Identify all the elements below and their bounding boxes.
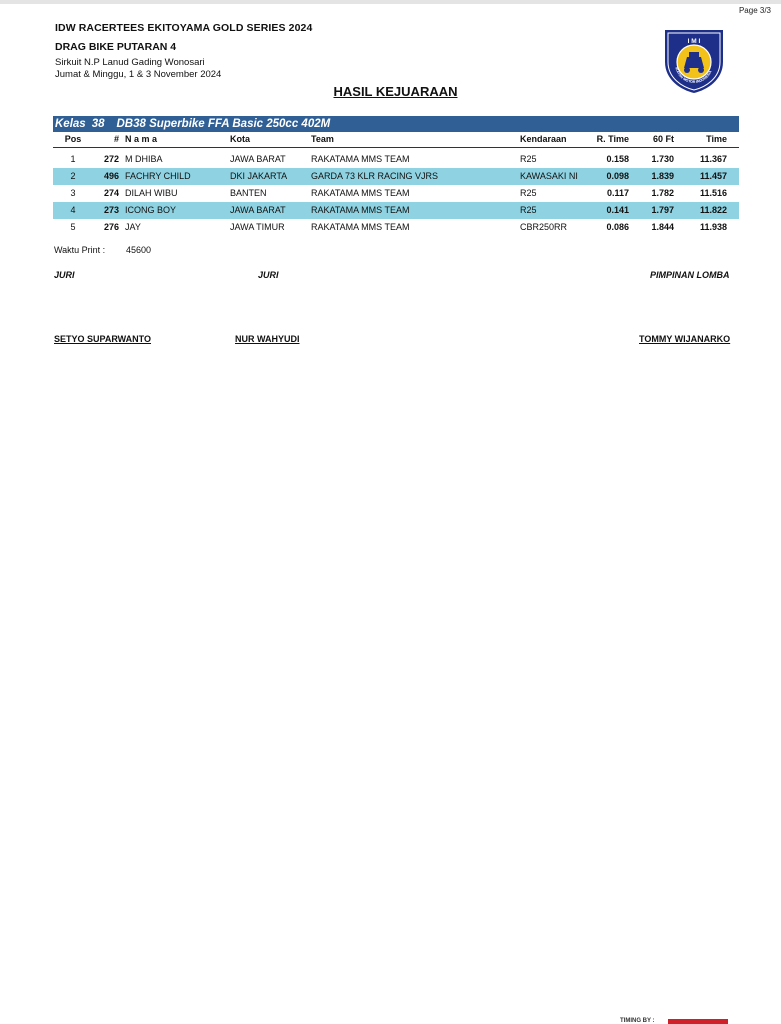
event-header bbox=[55, 22, 455, 81]
cell-kota: JAWA TIMUR bbox=[230, 222, 285, 232]
signature-name-3: TOMMY WIJANARKO bbox=[639, 334, 731, 344]
table-row bbox=[53, 151, 739, 168]
cell-pos: 4 bbox=[70, 205, 76, 215]
table-header bbox=[53, 133, 739, 148]
cell-kendaraan: R25 bbox=[520, 188, 537, 198]
signature-role-juri-2: JURI bbox=[258, 270, 279, 280]
cell-pos: 1 bbox=[70, 154, 76, 164]
cell-name: FACHRY CHILD bbox=[125, 171, 191, 181]
cell-number: 496 bbox=[103, 171, 119, 181]
results-title: HASIL KEJUARAAN bbox=[333, 84, 458, 99]
signature-name-2: NUR WAHYUDI bbox=[235, 334, 300, 344]
class-number: 38 bbox=[91, 118, 105, 130]
logo-initials: I M I bbox=[687, 38, 701, 45]
table-row bbox=[53, 185, 739, 202]
class-label: Kelas bbox=[55, 118, 86, 130]
cell-kendaraan: R25 bbox=[520, 205, 537, 215]
cell-name: M DHIBA bbox=[125, 154, 163, 164]
cell-number: 276 bbox=[103, 222, 119, 232]
cell-60ft: 1.839 bbox=[651, 171, 674, 181]
event-date: Jumat & Minggu, 1 & 3 November 2024 bbox=[55, 69, 222, 80]
header-number: # bbox=[113, 134, 119, 144]
logo-ring-text: IKATAN MOTOR INDONESIA bbox=[674, 66, 713, 85]
table-row bbox=[53, 219, 739, 236]
cell-team: RAKATAMA MMS TEAM bbox=[311, 154, 410, 164]
signature-role-pimpinan: PIMPINAN LOMBA bbox=[650, 270, 730, 280]
header-time: Time bbox=[706, 134, 727, 144]
cell-kota: DKI JAKARTA bbox=[230, 171, 288, 181]
cell-60ft: 1.782 bbox=[651, 188, 674, 198]
top-bar bbox=[0, 0, 781, 4]
cell-kendaraan: KAWASAKI NI bbox=[520, 171, 578, 181]
table-row bbox=[53, 168, 739, 185]
cell-team: RAKATAMA MMS TEAM bbox=[311, 205, 410, 215]
header-team: Team bbox=[311, 134, 334, 144]
cell-pos: 5 bbox=[70, 222, 76, 232]
cell-team: RAKATAMA MMS TEAM bbox=[311, 222, 410, 232]
page-number: Page 3/3 bbox=[738, 6, 771, 15]
cell-time: 11.457 bbox=[699, 171, 727, 181]
cell-time: 11.367 bbox=[699, 154, 727, 164]
event-venue: Sirkuit N.P Lanud Gading Wonosari bbox=[55, 57, 205, 68]
cell-rtime: 0.117 bbox=[606, 188, 629, 198]
cell-team: GARDA 73 KLR RACING VJRS bbox=[311, 171, 439, 181]
timing-label: TIMING BY : bbox=[620, 1018, 655, 1024]
cell-name: DILAH WIBU bbox=[125, 188, 178, 198]
print-time-value: 45600 bbox=[126, 245, 152, 255]
cell-60ft: 1.730 bbox=[651, 154, 674, 164]
cell-time: 11.822 bbox=[699, 205, 727, 215]
cell-rtime: 0.098 bbox=[606, 171, 629, 181]
cell-team: RAKATAMA MMS TEAM bbox=[311, 188, 410, 198]
cell-pos: 3 bbox=[70, 188, 76, 198]
cell-kota: JAWA BARAT bbox=[230, 205, 286, 215]
cell-name: ICONG BOY bbox=[125, 205, 177, 215]
cell-name: JAY bbox=[125, 222, 141, 232]
cell-number: 273 bbox=[103, 205, 119, 215]
header-60ft: 60 Ft bbox=[652, 134, 674, 144]
event-round: DRAG BIKE PUTARAN 4 bbox=[55, 41, 177, 53]
header-kendaraan: Kendaraan bbox=[520, 134, 567, 144]
header-kota: Kota bbox=[230, 134, 250, 144]
cell-pos: 2 bbox=[70, 171, 76, 181]
cell-kendaraan: CBR250RR bbox=[520, 222, 568, 232]
cell-60ft: 1.797 bbox=[651, 205, 674, 215]
cell-rtime: 0.141 bbox=[606, 205, 629, 215]
class-name: DB38 Superbike FFA Basic 250cc 402M bbox=[116, 118, 331, 130]
cell-number: 272 bbox=[103, 154, 119, 164]
signature-role-juri-1: JURI bbox=[54, 270, 75, 280]
cell-rtime: 0.086 bbox=[606, 222, 629, 232]
cell-kendaraan: R25 bbox=[520, 154, 537, 164]
cell-kota: JAWA BARAT bbox=[230, 154, 286, 164]
signature-name-1: SETYO SUPARWANTO bbox=[54, 334, 152, 344]
cell-time: 11.938 bbox=[699, 222, 727, 232]
header-rtime: R. Time bbox=[596, 134, 629, 144]
cell-kota: BANTEN bbox=[230, 188, 267, 198]
class-bar bbox=[53, 116, 739, 132]
table-row bbox=[53, 202, 739, 219]
cell-rtime: 0.158 bbox=[606, 154, 629, 164]
cell-60ft: 1.844 bbox=[651, 222, 674, 232]
timing-logo bbox=[668, 1019, 728, 1024]
cell-time: 11.516 bbox=[699, 188, 727, 198]
print-time-label: Waktu Print : bbox=[54, 245, 106, 255]
event-title: IDW RACERTEES EKITOYAMA GOLD SERIES 2024 bbox=[55, 22, 313, 34]
cell-number: 274 bbox=[103, 188, 119, 198]
header-name: N a m a bbox=[125, 134, 158, 144]
header-pos: Pos bbox=[64, 134, 82, 144]
print-time bbox=[54, 245, 152, 255]
